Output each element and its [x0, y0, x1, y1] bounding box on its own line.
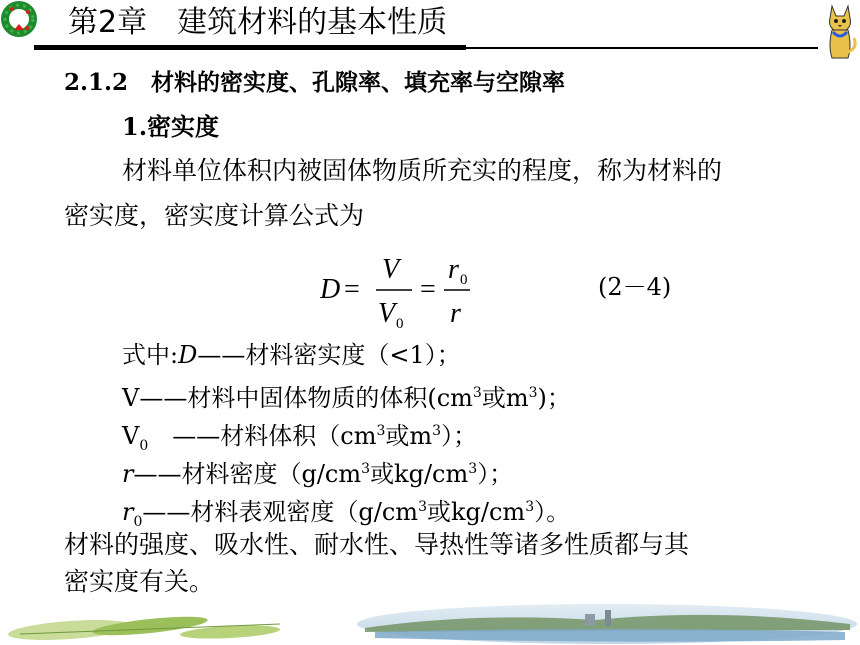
formula-equals-1: = — [344, 274, 360, 305]
density-formula — [320, 248, 520, 330]
equation-number: (2－4) — [598, 273, 672, 301]
definition-text-c: ）； — [477, 460, 514, 488]
formula-denominator-1-sub: 0 — [396, 316, 404, 330]
definition-text: ——材料密实度（<1）； — [197, 341, 461, 369]
paragraph-line-1: 材料单位体积内被固体物质所充实的程度，称为材料的 — [122, 156, 723, 185]
subscript: 0 — [133, 513, 143, 530]
closing-line-2: 密实度有关。 — [64, 567, 215, 596]
definition-text-b: 或kg/cm — [426, 498, 526, 526]
subscript: 0 — [139, 437, 149, 454]
definition-text-a: ——材料表观密度（g/cm — [142, 498, 419, 526]
paragraph-line-2: 密实度，密实度计算公式为 — [64, 201, 365, 230]
formula-denominator-2: r — [450, 298, 461, 329]
symbol-r0: r — [122, 498, 134, 526]
superscript: 3 — [432, 423, 442, 439]
chapter-title: 第2章 建筑材料的基本性质 — [68, 5, 448, 40]
symbol-v0: V — [122, 422, 140, 450]
header-rule-thin — [466, 47, 818, 49]
closing-line-1: 材料的强度、吸水性、耐水性、导热性等诸多性质都与其 — [64, 530, 690, 559]
leaf-decoration-icon — [0, 606, 300, 645]
superscript: 3 — [468, 461, 478, 477]
definition-text-a: ——材料中固体物质的体积(cm — [139, 384, 473, 412]
definition-text-c: ）。 — [534, 498, 571, 526]
formula-denominator-1: V — [378, 298, 396, 329]
sub-heading: 1.密实度 — [122, 112, 220, 141]
superscript: 3 — [528, 385, 538, 401]
cat-icon — [820, 2, 860, 62]
definition-prefix: 式中: — [122, 341, 179, 369]
superscript: 3 — [525, 499, 535, 515]
definition-text-a: ——材料体积（cm — [148, 422, 377, 450]
symbol-r: r — [122, 460, 134, 488]
formula-numerator-1: V — [382, 254, 400, 285]
definition-v — [122, 378, 571, 413]
definition-r — [122, 454, 513, 489]
definition-text-c: )； — [537, 384, 571, 412]
formula-equals-2: = — [420, 274, 436, 305]
landscape-decoration-icon — [355, 600, 860, 645]
header-rule — [34, 45, 466, 50]
section-heading: 2.1.2 材料的密实度、孔隙率、填充率与空隙率 — [64, 69, 566, 96]
definition-text-b: 或m — [481, 384, 529, 412]
definition-text-b: 或kg/cm — [370, 460, 469, 488]
definition-d — [122, 340, 461, 370]
superscript: 3 — [472, 385, 482, 401]
superscript: 3 — [418, 499, 427, 515]
superscript: 3 — [361, 461, 371, 477]
symbol-d: D — [178, 341, 198, 369]
formula-lhs: D — [320, 274, 341, 305]
definition-text-c: ）； — [441, 422, 478, 450]
formula-numerator-2: r — [448, 254, 459, 285]
wreath-icon — [0, 0, 38, 38]
symbol-v: V — [122, 384, 140, 412]
superscript: 3 — [376, 423, 386, 439]
definition-text-a: ——材料密度（g/cm — [133, 460, 362, 488]
definition-text-b: 或m — [385, 422, 433, 450]
formula-numerator-2-sub: 0 — [460, 272, 468, 288]
